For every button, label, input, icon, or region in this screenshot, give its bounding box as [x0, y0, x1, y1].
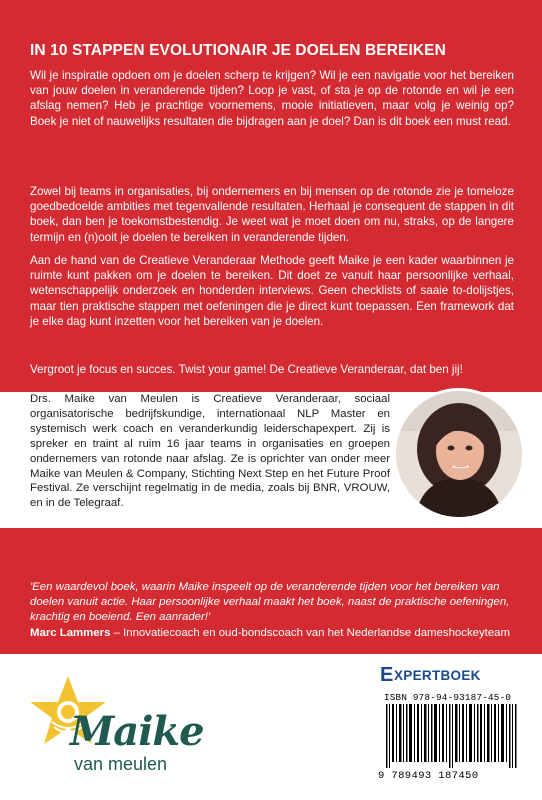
- quote-author-role: – Innovatiecoach en oud-bondscoach van het Nederlandse dameshockeyteam: [110, 627, 510, 639]
- barcode-icon: [384, 704, 518, 768]
- intro-paragraph: Wil je inspiratie opdoen om je doelen scherp te krijgen? Wil je een navigatie voor het bereiken van jouw doelen in veranderende tijden? Loop je vast, of sta je op de rotonde en wil je een afslag nemen? Heb je prachtige voornemens, mooie initiatieven, maar volg je weinig op? Boek je niet of nauwelijks resultaten die bijdragen aan je doel? Dan is dit boek een must read.: [30, 69, 514, 128]
- author-portrait-icon: [396, 391, 522, 517]
- logo-name: Maike: [70, 708, 204, 755]
- publisher-name: XPERTBOEK: [394, 668, 481, 683]
- endorsement-quote: 'Een waardevol boek, waarin Maike inspeelt op de veranderende tijden voor het bereiken van doelen vanuit actie. Haar persoonlijke verhaal maakt het boek, naast de praktische oefeningen, krachtig en boeiend. Een aanrader!': [30, 581, 510, 623]
- cover-title: IN 10 STAPPEN EVOLUTIONAIR JE DOELEN BEREIKEN: [30, 42, 446, 59]
- method-paragraph: Aan de hand van de Creatieve Veranderaar Methode geeft Maike je een kader waarbinnen je ruimte kunt pakken om je doelen te bereiken. Dit doet ze vanuit haar persoonlijke verhaal, wetenschappelijk onderzoek en honderden interviews. Geen checklists of saaie to-dolijstjes, maar tien praktische stappen met oefeningen die je direct kunt toepassen. Een framework dat je elke dag kunt inzetten voor het bereiken van je doelen.: [30, 254, 514, 328]
- quote-author-name: Marc Lammers: [30, 627, 111, 639]
- author-bio: Drs. Maike van Meulen is Creatieve Veranderaar, sociaal organisatorische bedrijfskundige, internationaal NLP Master en systemisch werk coach en veranderkundig leiderschapexpert. Zij is spreker en traint al ruim 16 jaar teams in organisaties en groepen ondernemers van rotonde naar afslag. Ze is oprichter van onder meer Maike van Meulen & Company, Stichting Next Step en het Future Proof Festival. Ze verschijnt regelmatig in de media, zoals bij BNR, VROUW, en in de Telegraaf.: [30, 393, 390, 510]
- teams-paragraph: Zowel bij teams in organisaties, bij ondernemers en bij mensen op de rotonde zie je tomeloze goedbedoelde ambities met tegenvallende resultaten. Herhaal je consequent de stappen in dit boek, dan ben je toekomstbestendig. Je weet wat je moet doen om nu, straks, op de langere termijn en (n)ooit je doelen te bereiken in veranderende tijden.: [30, 185, 514, 244]
- barcode-number: 9 789493 187450: [378, 770, 479, 782]
- publisher-mark: E: [380, 664, 394, 686]
- slogan-paragraph: Vergroot je focus en succes. Twist your game! De Creatieve Veranderaar, dat ben jij!: [30, 363, 463, 376]
- isbn-text: ISBN 978-94-93187-45-0: [384, 692, 512, 703]
- endorsement-author: [30, 626, 514, 641]
- logo-subtitle: van meulen: [74, 754, 168, 774]
- author-photo: [393, 388, 525, 520]
